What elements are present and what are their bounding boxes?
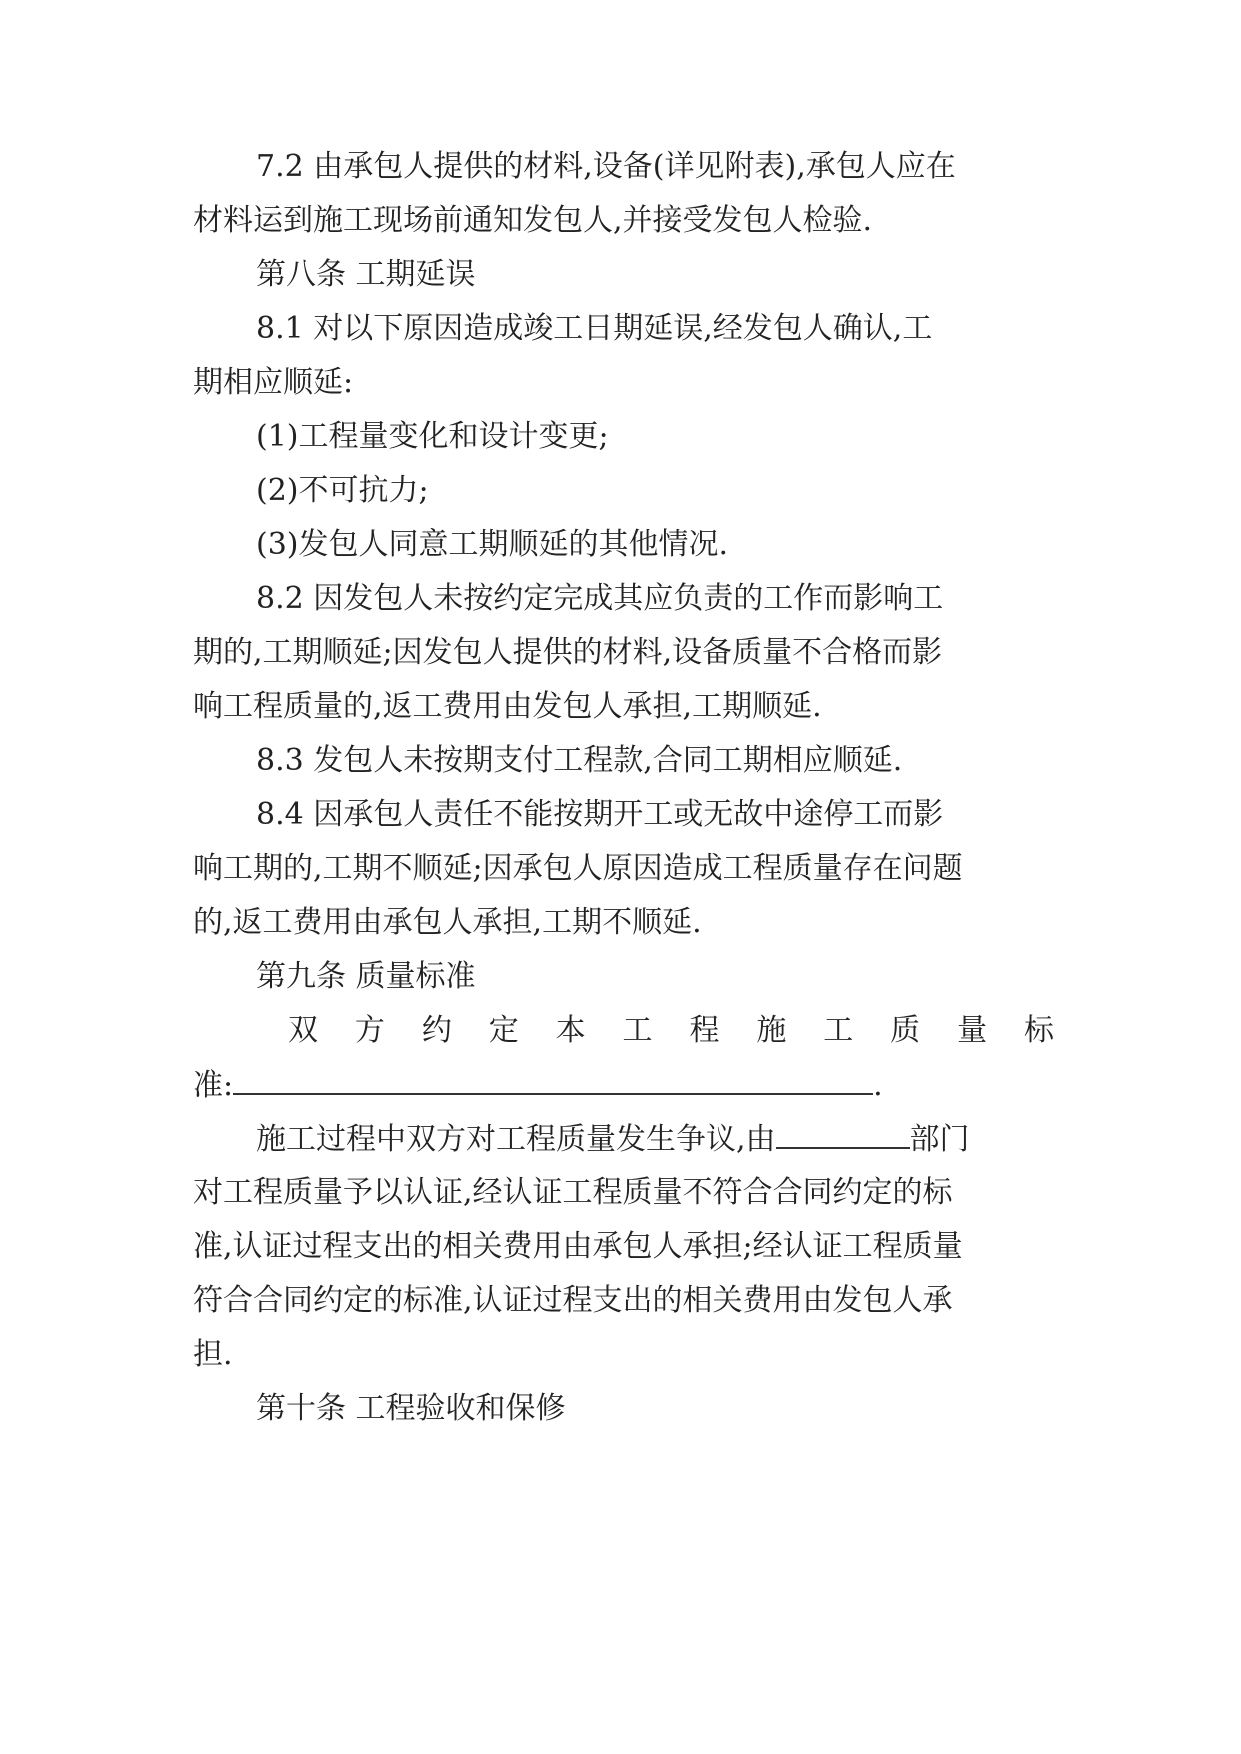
article-9-heading: 第九条 质量标准 bbox=[256, 959, 476, 994]
clause-8-1-item-3: (3)发包人同意工期顺延的其他情况. bbox=[256, 527, 729, 562]
quality-standard-period: . bbox=[873, 1068, 883, 1103]
clause-9-dispute-line-3: 准,认证过程支出的相关费用由承包人承担;经认证工程质量 bbox=[193, 1229, 963, 1264]
clause-9-dispute-line-4: 符合合同约定的标准,认证过程支出的相关费用由发包人承 bbox=[193, 1283, 953, 1318]
clause-8-1-item-2: (2)不可抗力; bbox=[256, 473, 429, 508]
quality-standard-blank bbox=[233, 1065, 873, 1095]
clause-9-dispute-line-5: 担. bbox=[193, 1337, 233, 1372]
clause-8-2-line-3: 响工程质量的,返工费用由发包人承担,工期顺延. bbox=[193, 689, 822, 724]
clause-8-4-line-3: 的,返工费用由承包人承担,工期不顺延. bbox=[193, 905, 702, 940]
clause-8-4-line-1: 8.4 因承包人责任不能按期开工或无故中途停工而影 bbox=[256, 797, 944, 832]
department-label: 部门 bbox=[909, 1122, 970, 1157]
clause-7-2-line-2: 材料运到施工现场前通知发包人,并接受发包人检验. bbox=[193, 203, 873, 238]
clause-8-1-item-1: (1)工程量变化和设计变更; bbox=[256, 419, 609, 454]
clause-8-1-line-2: 期相应顺延: bbox=[193, 365, 354, 400]
dispute-text: 施工过程中双方对工程质量发生争议,由 bbox=[256, 1122, 776, 1157]
clause-8-4-line-2: 响工期的,工期不顺延;因承包人原因造成工程质量存在问题 bbox=[193, 851, 963, 886]
clause-8-3-line-1: 8.3 发包人未按期支付工程款,合同工期相应顺延. bbox=[256, 743, 903, 778]
clause-8-1-line-1: 8.1 对以下原因造成竣工日期延误,经发包人确认,工 bbox=[256, 311, 933, 346]
clause-9-quality-standard-line-1: 双方约定本工程施工质量标 bbox=[288, 1013, 1054, 1048]
quality-standard-label: 准: bbox=[193, 1068, 234, 1103]
clause-9-dispute-line-1 bbox=[193, 1119, 1054, 1159]
clause-8-2-line-1: 8.2 因发包人未按约定完成其应负责的工作而影响工 bbox=[256, 581, 944, 616]
certifying-department-blank bbox=[776, 1119, 910, 1149]
clause-8-2-line-2: 期的,工期顺延;因发包人提供的材料,设备质量不合格而影 bbox=[193, 635, 943, 670]
clause-9-dispute-line-2: 对工程质量予以认证,经认证工程质量不符合合同约定的标 bbox=[193, 1175, 953, 1210]
clause-9-quality-standard-line-2 bbox=[193, 1065, 1054, 1105]
article-10-heading: 第十条 工程验收和保修 bbox=[256, 1391, 566, 1426]
clause-7-2-line-1: 7.2 由承包人提供的材料,设备(详见附表),承包人应在 bbox=[256, 149, 956, 184]
article-8-heading: 第八条 工期延误 bbox=[256, 257, 476, 292]
